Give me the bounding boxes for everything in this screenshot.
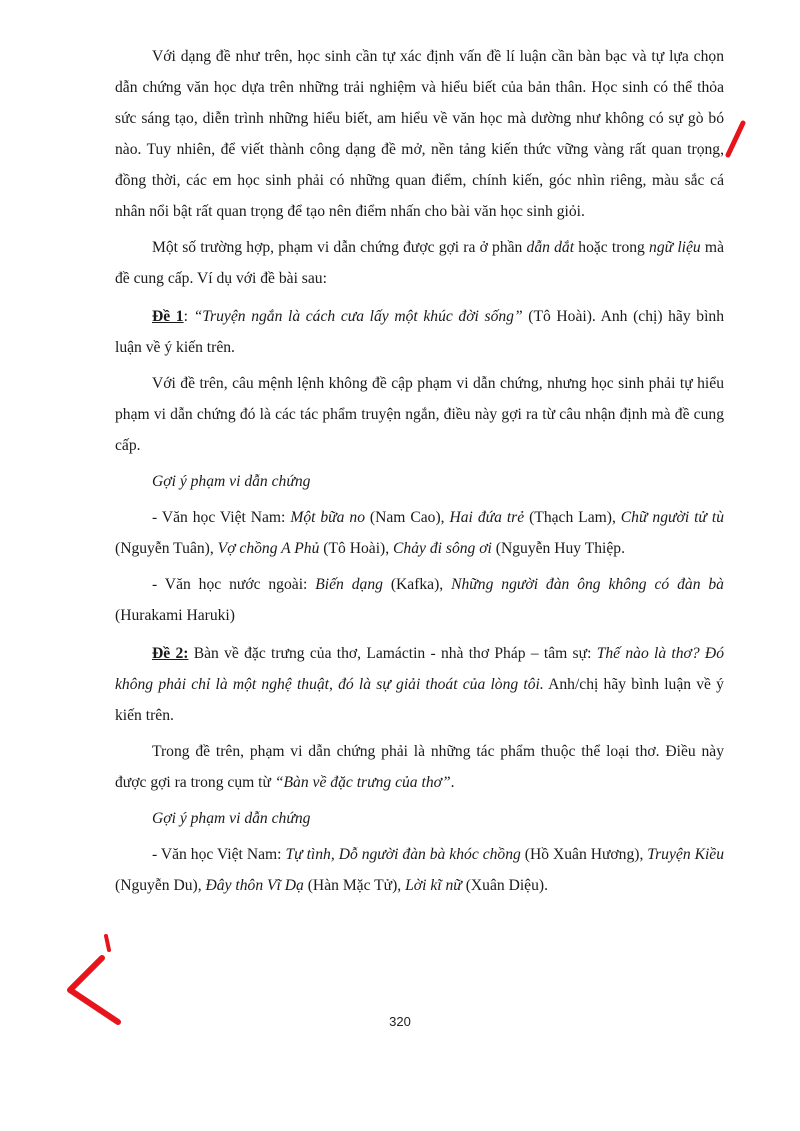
text-run: Một số trường hợp, phạm vi dẫn chứng được gợi ra ở phần <box>152 239 527 256</box>
quote: “Truyện ngắn là cách cưa lấy một khúc đời sống” <box>193 308 523 325</box>
quote: “Bàn về đặc trưng của thơ” <box>274 774 451 791</box>
paragraph-analysis-2 <box>115 736 724 798</box>
text-run: - Văn học Việt Nam: <box>152 509 291 526</box>
text-run: (Kafka), <box>382 576 452 593</box>
text-run: (Tô Hoài). Anh (chị) hãy bình luận về ý kiến trên. <box>115 308 725 356</box>
work-title: Chảy đi sông ơi <box>393 540 492 557</box>
text-run: - Văn học nước ngoài: <box>152 576 316 593</box>
text-run: (Nguyễn Du), <box>115 877 206 894</box>
text-run: (Tô Hoài), <box>319 540 394 557</box>
quote: Thế nào là thơ? Đó không phải chỉ là một nghệ thuật, đó là sự giải thoát của lòng tôi. <box>115 645 724 693</box>
work-title: Đây thôn Vĩ Dạ <box>205 877 304 894</box>
work-title: Vợ chồng A Phủ <box>217 540 320 557</box>
hint-heading-1 <box>115 466 724 497</box>
text-run: - Văn học Việt Nam: <box>152 846 286 863</box>
text-run: : <box>183 308 194 325</box>
exercise-2 <box>115 638 724 731</box>
text-run: (Hurakami Haruki) <box>115 607 235 624</box>
text-run: Anh/chị hãy bình luận về ý kiến trên. <box>115 676 724 724</box>
text-run: (Nguyễn Huy Thiệp. <box>491 540 625 557</box>
foreign-literature-list <box>115 569 724 631</box>
hint-text: Gợi ý phạm vi dẫn chứng <box>152 473 311 490</box>
paragraph-intro: Với dạng đề như trên, học sinh cần tự xác định vấn đề lí luận cần bàn bạc và tự lựa chọn dẫn chứng văn học dựa trên những trải nghiệm và hiểu biết của bản thân. Học sinh có thể thỏa sức sáng tạo, diễn trình những hiểu biết, am hiểu về văn học mà dường như không có sự gò bó nào. Tuy nhiên, để viết thành công dạng đề mở, nền tảng kiến thức vững vàng rất quan trọng, đồng thời, các em học sinh phải có những quan điểm, chính kiến, góc nhìn riêng, màu sắc cá nhân nổi bật rất quan trọng để tạo nên điểm nhấn cho bài văn học sinh giỏi. <box>115 48 724 220</box>
text-run: (Nguyễn Tuân), <box>115 540 218 557</box>
work-title: Truyện Kiều <box>647 846 725 863</box>
work-title: Chữ người tử tù <box>620 509 724 526</box>
exercise-1 <box>115 301 724 363</box>
text-run: mà đề cung cấp. Ví dụ với đề bài sau: <box>115 239 724 287</box>
hint-text: Gợi ý phạm vi dẫn chứng <box>152 810 311 827</box>
work-title: Tự tình, Dỗ người đàn bà khóc chồng <box>285 846 521 863</box>
italic-term: dẫn dắt <box>526 239 575 256</box>
vietnamese-literature-list-2 <box>115 839 724 901</box>
paragraph-analysis-1: Với đề trên, câu mệnh lệnh không đề cập phạm vi dẫn chứng, nhưng học sinh phải tự hiểu phạm vi dẫn chứng đó là các tác phẩm truyện ngắn, điều này gợi ra từ câu nhận định mà đề cung cấp. <box>115 375 724 454</box>
exercise-label: Đề 1 <box>152 308 184 325</box>
work-title: Những người đàn ông không có đàn bà <box>451 576 724 593</box>
text-run: (Xuân Diệu). <box>461 877 548 894</box>
work-title: Lời kĩ nữ <box>405 877 462 894</box>
red-slash-mark <box>722 120 748 160</box>
text-run: Trong đề trên, phạm vi dẫn chứng phải là những tác phẩm thuộc thể loại thơ. Điều này được gợi ra trong cụm từ <box>115 743 724 791</box>
text-run: (Thạch Lam), <box>524 509 621 526</box>
text-run: (Hồ Xuân Hương), <box>520 846 648 863</box>
work-title: Một bữa no <box>290 509 365 526</box>
italic-term: ngữ liệu <box>649 239 701 256</box>
text-run: (Nam Cao), <box>365 509 450 526</box>
text-run: Bàn về đặc trưng của thơ, Lamáctin - nhà thơ Pháp – tâm sự: <box>188 645 597 662</box>
exercise-label: Đề 2: <box>152 645 189 662</box>
vietnamese-literature-list-1 <box>115 502 724 564</box>
red-corner-mark <box>58 930 128 1030</box>
work-title: Biến dạng <box>315 576 383 593</box>
page-number: 320 <box>389 1014 411 1029</box>
text-run: hoặc trong <box>574 239 650 256</box>
hint-heading-2 <box>115 803 724 834</box>
work-title: Hai đứa trẻ <box>449 509 525 526</box>
text-run: (Hàn Mặc Tử), <box>303 877 406 894</box>
body-text <box>115 41 724 901</box>
text-run: . <box>450 774 455 791</box>
paragraph-scope <box>115 232 724 294</box>
